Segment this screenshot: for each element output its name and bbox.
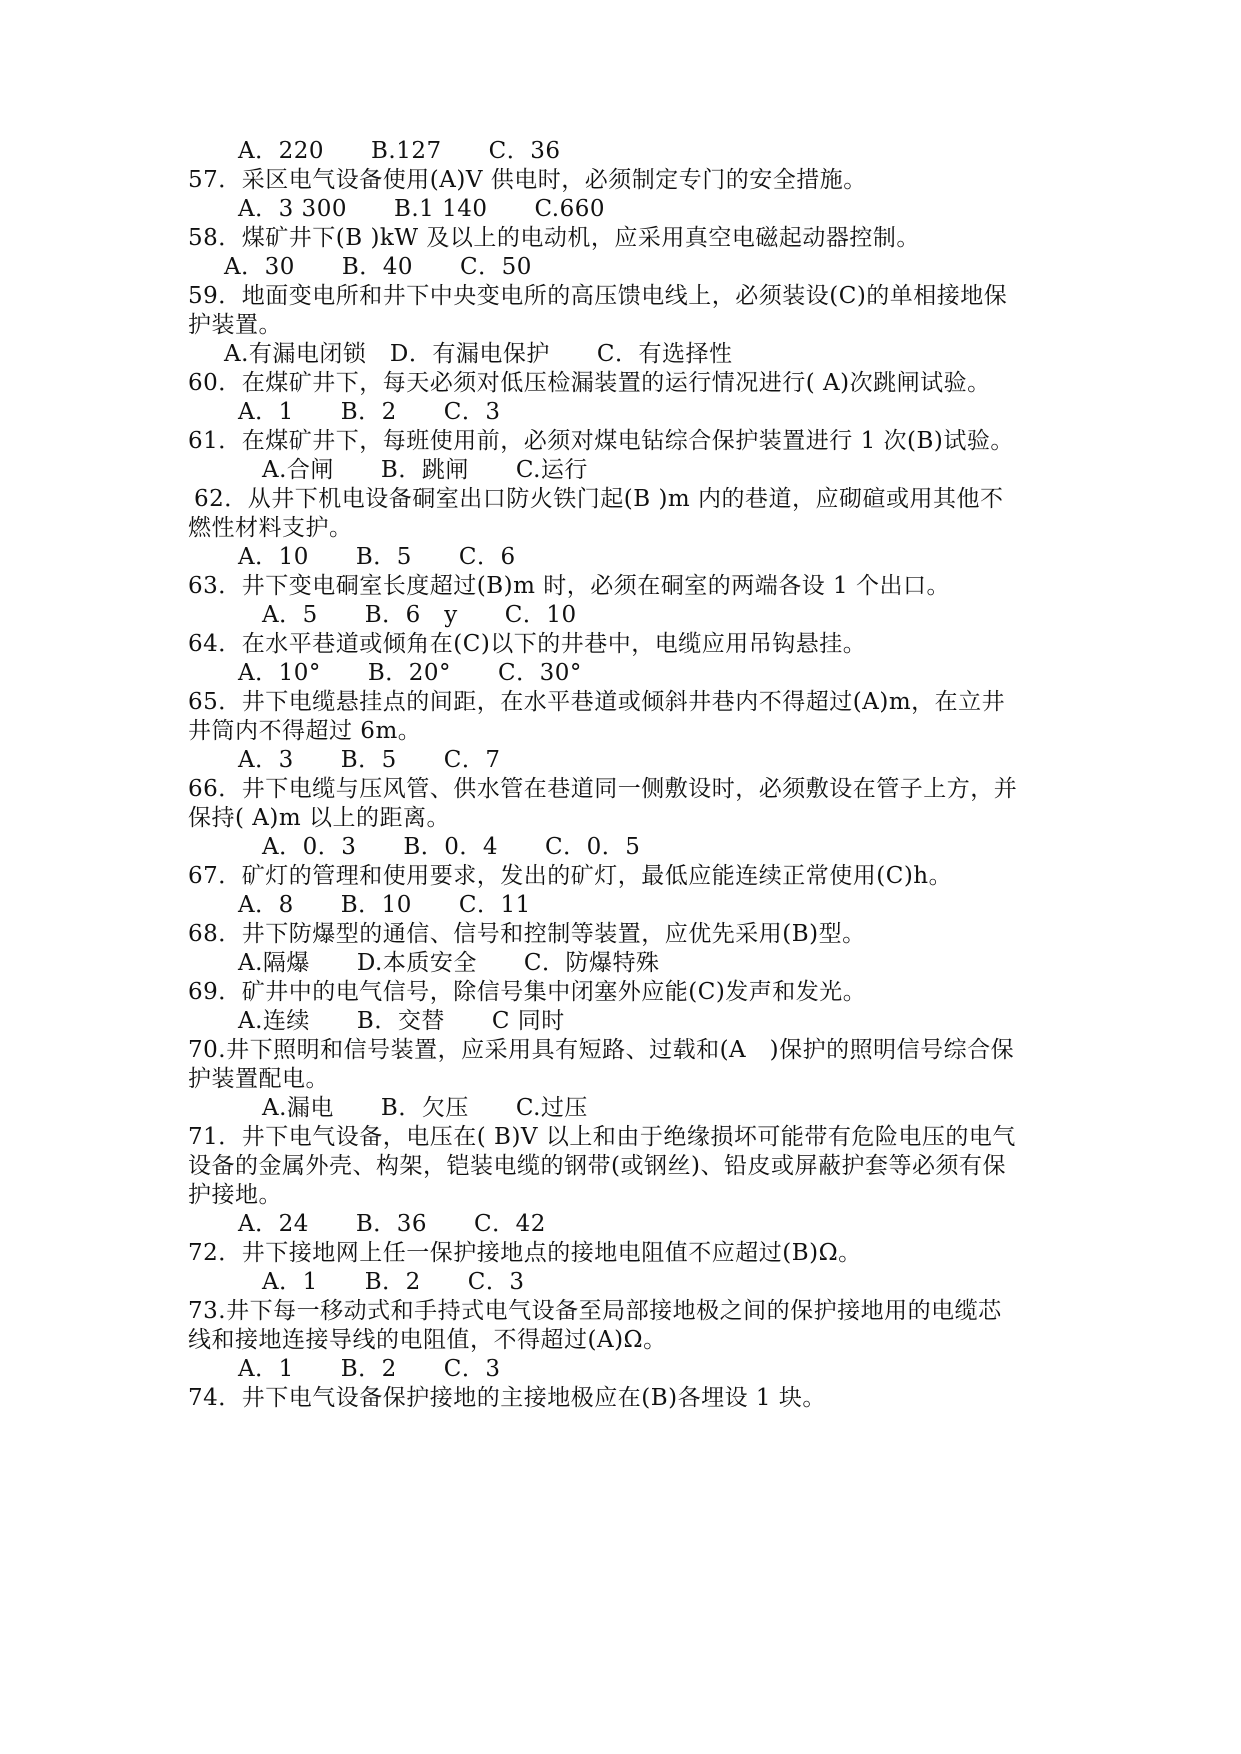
question-70-cont: 护装置配电。 (188, 1066, 329, 1092)
question-65: 65．井下电缆悬挂点的间距，在水平巷道或倾斜井巷内不得超过(A)m，在立井 (188, 689, 1006, 715)
answer-options: A．1 B．2 C．3 (238, 1356, 501, 1382)
answer-options: A．10 B．5 C．6 (238, 544, 516, 570)
question-66-cont: 保持( A)m 以上的距离。 (188, 805, 450, 831)
question-66: 66．井下电缆与压风管、供水管在巷道同一侧敷设时，必须敷设在管子上方，并 (188, 776, 1018, 802)
question-73: 73.井下每一移动式和手持式电气设备至局部接地极之间的保护接地用的电缆芯 (188, 1298, 1002, 1324)
question-61: 61．在煤矿井下，每班使用前，必须对煤电钻综合保护装置进行 1 次(B)试验。 (188, 428, 1014, 454)
question-63: 63．井下变电硐室长度超过(B)m 时，必须在硐室的两端各设 1 个出口。 (188, 573, 950, 599)
question-74: 74．井下电气设备保护接地的主接地极应在(B)各埋设 1 块。 (188, 1385, 826, 1411)
question-62: 62．从井下机电设备硐室出口防火铁门起(B )m 内的巷道，应砌碹或用其他不 (194, 486, 1004, 512)
answer-options: A．1 B．2 C．3 (262, 1269, 525, 1295)
answer-options: A．8 B．10 C．11 (238, 892, 531, 918)
question-59-cont: 护装置。 (188, 312, 282, 338)
question-70: 70.井下照明和信号装置，应采用具有短路、过载和(A )保护的照明信号综合保 (188, 1037, 1015, 1063)
answer-options: A.连续 B．交替 C 同时 (238, 1008, 565, 1034)
question-65-cont: 井筒内不得超过 6m。 (188, 718, 422, 744)
answer-options: A．3 300 B.1 140 C.660 (238, 196, 606, 222)
answer-options: A．30 B．40 C．50 (224, 254, 532, 280)
question-59: 59．地面变电所和井下中央变电所的高压馈电线上，必须装设(C)的单相接地保 (188, 283, 1008, 309)
question-71: 71．井下电气设备，电压在( B)V 以上和由于绝缘损坏可能带有危险电压的电气 (188, 1124, 1016, 1150)
question-73-cont: 线和接地连接导线的电阻值，不得超过(A)Ω。 (188, 1327, 667, 1353)
question-57: 57．采区电气设备使用(A)V 供电时，必须制定专门的安全措施。 (188, 167, 867, 193)
answer-options: A．24 B．36 C．42 (238, 1211, 546, 1237)
answer-options: A.有漏电闭锁 D．有漏电保护 C．有选择性 (224, 341, 733, 367)
question-58: 58．煤矿井下(B )kW 及以上的电动机，应采用真空电磁起动器控制。 (188, 225, 920, 251)
answer-options: A．3 B．5 C．7 (238, 747, 501, 773)
question-67: 67．矿灯的管理和使用要求，发出的矿灯，最低应能连续正常使用(C)h。 (188, 863, 953, 889)
question-64: 64．在水平巷道或倾角在(C)以下的井巷中，电缆应用吊钩悬挂。 (188, 631, 867, 657)
answer-options: A.合闸 B．跳闸 C.运行 (262, 457, 588, 483)
question-72: 72．井下接地网上任一保护接地点的接地电阻值不应超过(B)Ω。 (188, 1240, 862, 1266)
answer-options: A.漏电 B．欠压 C.过压 (262, 1095, 588, 1121)
question-60: 60．在煤矿井下，每天必须对低压检漏装置的运行情况进行( A)次跳闸试验。 (188, 370, 991, 396)
answer-options: A．1 B．2 C．3 (238, 399, 501, 425)
answer-options: A.隔爆 D.本质安全 C．防爆特殊 (238, 950, 660, 976)
question-71-cont: 设备的金属外壳、构架，铠装电缆的钢带(或钢丝)、铅皮或屏蔽护套等必须有保 (188, 1153, 1006, 1179)
answer-options: A．10° B．20° C．30° (238, 660, 582, 686)
question-68: 68．井下防爆型的通信、信号和控制等装置，应优先采用(B)型。 (188, 921, 866, 947)
question-62-cont: 燃性材料支护。 (188, 515, 353, 541)
question-69: 69．矿井中的电气信号，除信号集中闭塞外应能(C)发声和发光。 (188, 979, 867, 1005)
question-71-cont: 护接地。 (188, 1182, 282, 1208)
answer-options: A．5 B．6 y C．10 (262, 602, 577, 628)
answer-options: A．0．3 B．0．4 C．0．5 (262, 834, 641, 860)
answer-options: A．220 B.127 C．36 (238, 138, 561, 164)
